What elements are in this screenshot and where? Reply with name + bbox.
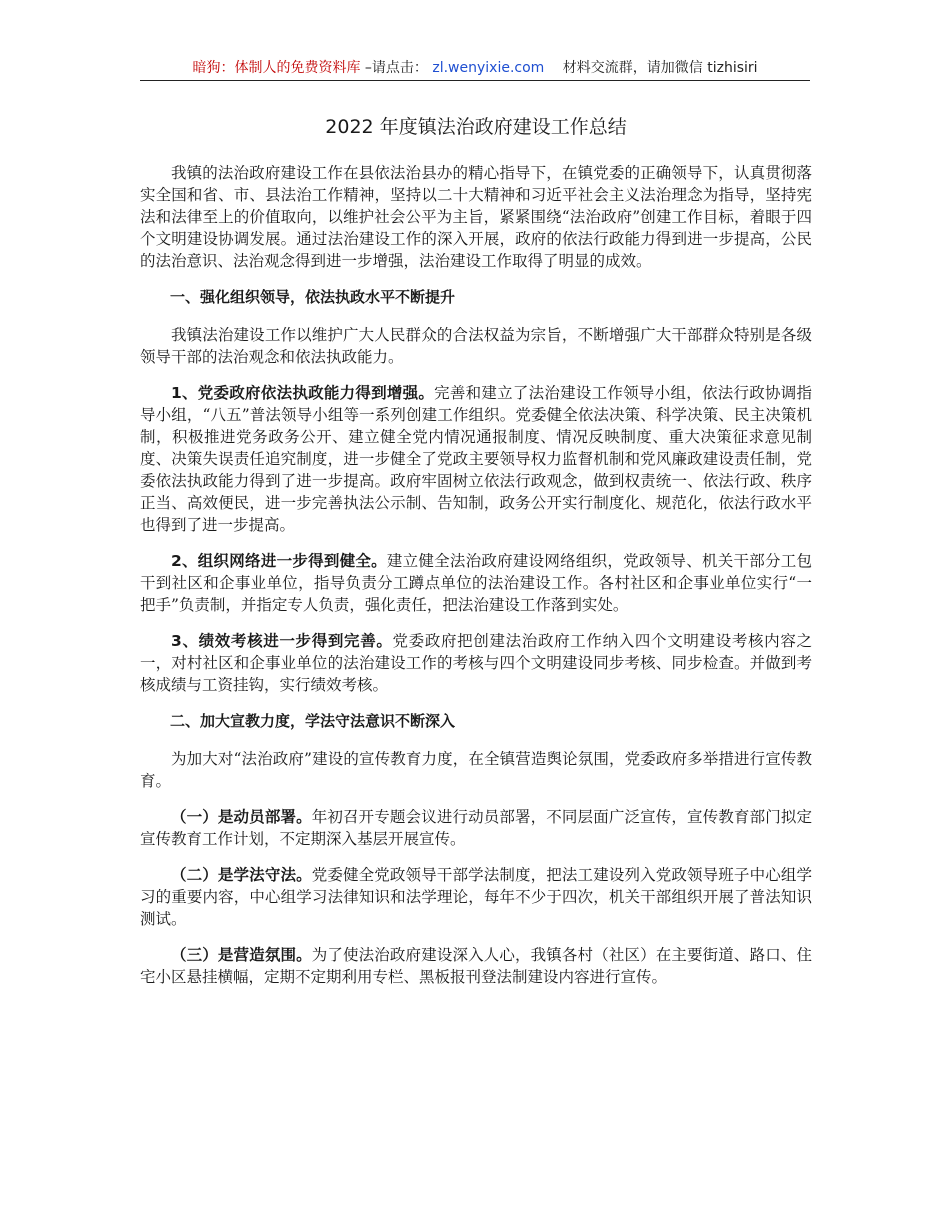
item-text: 为了使法治政府建设深入人心，我镇各村（社区）在主要街道、路口、住宅小区悬挂横幅，定期不定期利用专栏、黑板报刊登法制建设内容进行宣传。 [140, 946, 812, 986]
section-1-item-2 [140, 550, 812, 616]
item-lead: （二）是学法守法。 [171, 866, 312, 884]
section-2-item-3 [140, 944, 812, 988]
item-lead: 1、党委政府依法执政能力得到增强。 [171, 384, 435, 402]
document-body [140, 112, 812, 1002]
item-text: 建立健全法治政府建设网络组织，党政领导、机关干部分工包干到社区和企事业单位，指导负责分工蹲点单位的法治建设工作。各村社区和企事业单位实行“一把手”负责制，并指定专人负责，强化责任，把法治建设工作落到实处。 [140, 552, 812, 614]
section-2-item-1 [140, 806, 812, 850]
header-contact: 材料交流群，请加微信 tizhisiri [562, 60, 758, 76]
item-lead: 2、组织网络进一步得到健全。 [171, 552, 387, 570]
item-text: 党委健全党政领导干部学法制度，把法工建设列入党政领导班子中心组学习的重要内容，中心组学习法律知识和法学理论，每年不少于四次，机关干部组织开展了普法知识测试。 [140, 866, 812, 928]
page-header [140, 58, 810, 81]
section-2-item-2 [140, 864, 812, 930]
document-title: 2022 年度镇法治政府建设工作总结 [325, 116, 627, 138]
section-2-heading: 二、加大宣教力度，学法守法意识不断深入 [170, 712, 456, 730]
item-lead: （一）是动员部署。 [171, 808, 312, 826]
item-text: 党委政府把创建法治政府工作纳入四个文明建设考核内容之一，对村社区和企事业单位的法治建设工作的考核与四个文明建设同步考核、同步检查。并做到考核成绩与工资挂钩，实行绩效考核。 [140, 632, 812, 694]
section-2-intro: 为加大对“法治政府”建设的宣传教育力度，在全镇营造舆论氛围，党委政府多举措进行宣传教育。 [140, 750, 812, 790]
item-lead: （三）是营造氛围。 [171, 946, 312, 964]
header-click-prefix: –请点击： [364, 60, 428, 76]
item-lead: 3、绩效考核进一步得到完善。 [171, 632, 393, 650]
section-1-item-1 [140, 382, 812, 536]
section-1-intro: 我镇法治建设工作以维护广大人民群众的合法权益为宗旨，不断增强广大干部群众特别是各级领导干部的法治观念和依法执政能力。 [140, 326, 812, 366]
intro-paragraph: 我镇的法治政府建设工作在县依法治县办的精心指导下，在镇党委的正确领导下，认真贯彻落实全国和省、市、县法治工作精神，坚持以二十大精神和习近平社会主义法治理念为指导，坚持宪法和法律至上的价值取向，以维护社会公平为主旨，紧紧围绕“法治政府”创建工作目标，着眼于四个文明建设协调发展。通过法治建设工作的深入开展，政府的依法行政能力得到进一步提高，公民的法治意识、法治观念得到进一步增强，法治建设工作取得了明显的成效。 [140, 164, 812, 270]
item-text: 完善和建立了法治建设工作领导小组，依法行政协调指导小组，“八五”普法领导小组等一系列创建工作组织。党委健全依法决策、科学决策、民主决策机制，积极推进党务政务公开、建立健全党内情况通报制度、情况反映制度、重大决策征求意见制度、决策失误责任追究制度，进一步健全了党政主要领导权力监督机制和党风廉政建设责任制，党委依法执政能力得到了进一步提高。政府牢固树立依法行政观念，做到权责统一、依法行政、秩序正当、高效便民，进一步完善执法公示制、告知制，政务公开实行制度化、规范化，依法行政水平也得到了进一步提高。 [140, 384, 812, 534]
section-1-heading: 一、强化组织领导，依法执政水平不断提升 [170, 288, 456, 306]
section-1-item-3 [140, 630, 812, 696]
header-url-link[interactable]: zl.wenyixie.com [432, 60, 545, 76]
header-brand[interactable]: 暗狗：体制人的免费资料库 [192, 60, 361, 76]
item-text: 年初召开专题会议进行动员部署，不同层面广泛宣传，宣传教育部门拟定宣传教育工作计划，不定期深入基层开展宣传。 [140, 808, 812, 848]
